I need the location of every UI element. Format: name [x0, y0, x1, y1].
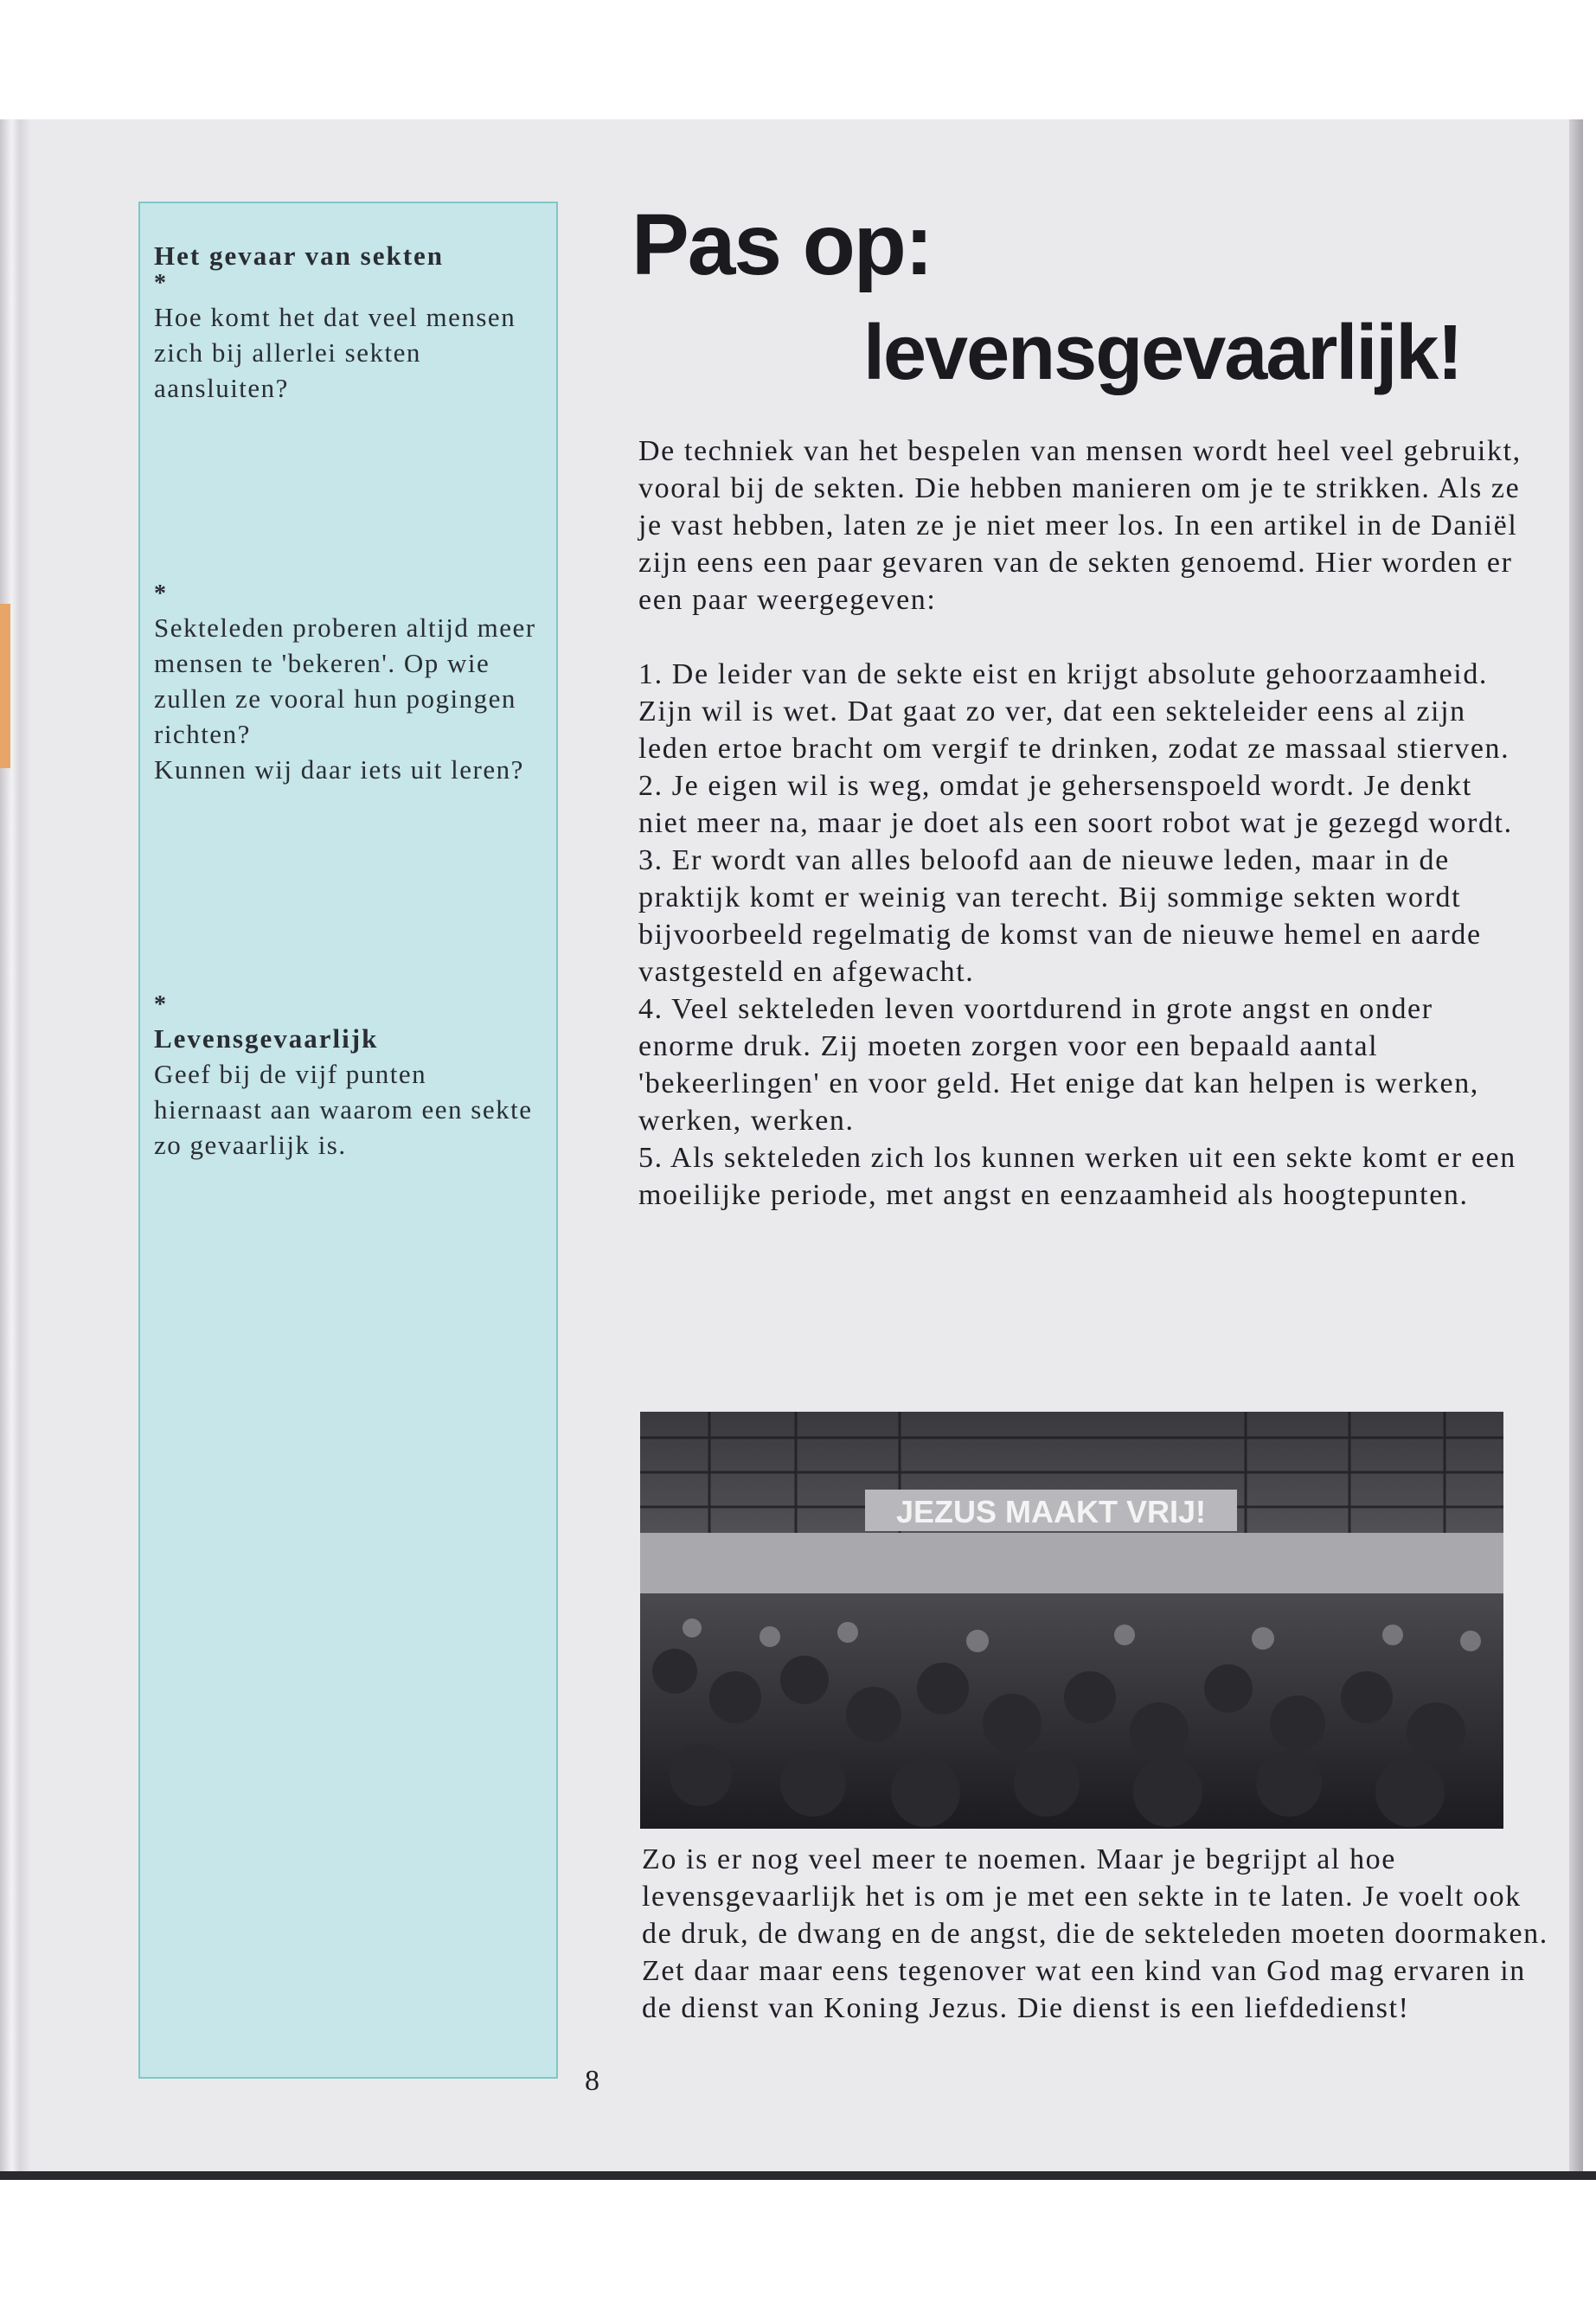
title-line-2: levensgevaarlijk! — [863, 310, 1462, 396]
article-body — [638, 433, 1529, 1214]
spine-color-mark — [0, 604, 10, 768]
point-2: 2. Je eigen wil is weg, omdat je gehersenspoeld wordt. Je denkt niet meer na, maar je doet als een soort robot wat je gezegd wordt. — [638, 770, 1513, 839]
crowd-photo-image — [640, 1412, 1503, 1829]
point-5: 5. Als sekteleden zich los kunnen werken uit een sekte komt er een moeilijke periode, met angst en eenzaamheid als hoogtepunten. — [638, 1142, 1516, 1211]
star-bullet: * — [154, 270, 168, 297]
point-4: 4. Veel sekteleden leven voortdurend in grote angst en onder enorme druk. Zij moeten zorgen voor een bepaald aantal 'bekeerlingen' en voor geld. Het enige dat kan helpen is werken, werken, werken. — [638, 993, 1479, 1137]
title-line-1: Pas op: — [631, 196, 933, 293]
bottom-rule — [0, 2171, 1596, 2180]
sidebar-heading-2: Levensgevaarlijk — [154, 1023, 379, 1054]
sidebar-question-1: Hoe komt het dat veel mensen zich bij allerlei sekten aansluiten? — [154, 302, 516, 403]
sidebar-question-2b: Kunnen wij daar iets uit leren? — [154, 754, 524, 785]
star-bullet: * — [154, 580, 168, 607]
point-3: 3. Er wordt van alles beloofd aan de nieuwe leden, maar in de praktijk komt er weinig van terecht. Bij sommige sekten wordt bijvoorbeeld regelmatig de komst van de nieuwe hemel en aarde vastgesteld en afgewacht. — [638, 844, 1482, 988]
question-sidebar — [138, 202, 558, 2079]
book-spine — [0, 119, 33, 2178]
sidebar-question-2: Sekteleden proberen altijd meer mensen te 'bekeren'. Op wie zullen ze vooral hun pogingen richten? — [154, 612, 536, 749]
photo-banner: JEZUS MAAKT VRIJ! — [895, 1494, 1207, 1529]
sidebar-heading: Het gevaar van sekten — [154, 240, 445, 271]
closing-paragraph: Zo is er nog veel meer te noemen. Maar je begrijpt al hoe levensgevaarlijk het is om je met een sekte in te laten. Je voelt ook de druk, de dwang en de angst, die de sekteleden moeten doormaken. Zet daar maar eens tegenover wat een kind van God mag ervaren in de dienst van Koning Jezus. Die dienst is een liefdedienst! — [642, 1843, 1548, 2024]
point-1: 1. De leider van de sekte eist en krijgt absolute gehoorzaamheid. Zijn wil is wet. Dat gaat zo ver, dat een sekteleider eens al zijn leden ertoe bracht om vergif te drinken, zodat ze massaal stierven. — [638, 658, 1510, 765]
page-edge — [1569, 119, 1583, 2178]
page-number: 8 — [585, 2065, 599, 2097]
star-bullet: * — [154, 991, 168, 1018]
article-intro: De techniek van het bespelen van mensen wordt heel veel gebruikt, vooral bij de sekten. Die hebben manieren om je te strikken. Als ze je vast hebben, laten ze je niet meer los. In een artikel in de Daniël zijn eens een paar gevaren van de sekten genoemd. Hier worden er een paar weergegeven: — [638, 435, 1522, 616]
sidebar-question-3: Geef bij de vijf punten hiernaast aan waarom een sekte zo gevaarlijk is. — [154, 1059, 533, 1160]
crowd-photo — [640, 1412, 1503, 1829]
